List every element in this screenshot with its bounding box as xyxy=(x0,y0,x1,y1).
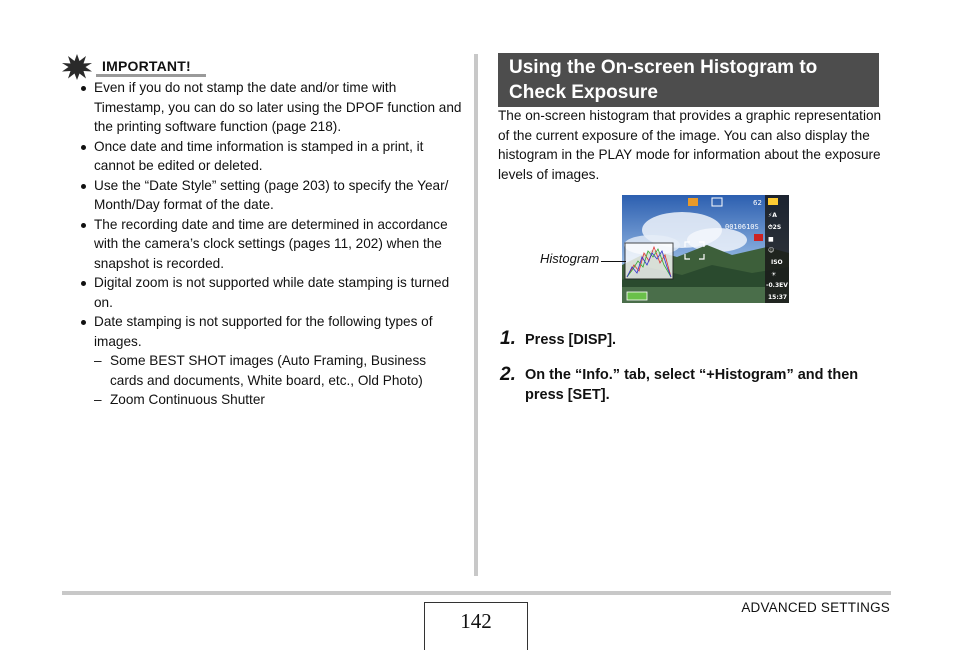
histogram-callout: Histogram xyxy=(540,251,600,266)
section-intro: The on-screen histogram that provides a graphic representation of the current exposure of the image. You can also display the histogram in the PLAY mode for information about the exposure levels of images. xyxy=(498,108,882,182)
camera-screen-image xyxy=(622,195,789,303)
list-item: Once date and time information is stamped in a print, it cannot be edited or deleted. xyxy=(78,137,462,176)
important-underline xyxy=(96,74,206,77)
face-detect-indicator: ■ xyxy=(768,236,774,243)
white-balance-indicator: ☀ xyxy=(771,271,777,278)
starburst-icon xyxy=(62,54,92,80)
page-number: 142 xyxy=(424,602,528,650)
footer-section-name: ADVANCED SETTINGS xyxy=(741,600,890,615)
important-heading xyxy=(62,54,208,78)
step-number: 1. xyxy=(500,328,516,349)
clock-time: 15:37 xyxy=(768,294,788,301)
flash-indicator: ⚡A xyxy=(768,212,777,219)
image-size: 0010610S xyxy=(725,223,759,231)
sub-list-item: – Some BEST SHOT images (Auto Framing, Business cards and documents, White board, etc., Old Photo) xyxy=(94,351,462,390)
callout-line xyxy=(601,261,626,262)
list-item: Even if you do not stamp the date and/or time with Timestamp, you can do so later using the DPOF function and the printing software function (page 218). xyxy=(78,78,462,137)
self-timer-indicator: ⏱2S xyxy=(768,224,782,231)
footer-rule xyxy=(62,591,891,595)
step-text: On the “Info.” tab, select “+Histogram” and then press [SET]. xyxy=(525,367,859,403)
important-list xyxy=(78,78,462,410)
list-item xyxy=(78,312,462,410)
sub-list-item: – Zoom Continuous Shutter xyxy=(94,390,462,410)
focus-indicator: ☺ xyxy=(768,247,775,254)
exposure-value: -0.3EV xyxy=(766,282,788,289)
section-title: Using the On-screen Histogram to Check Exposure xyxy=(498,53,879,107)
histogram-overlay xyxy=(625,243,673,279)
list-item: Use the “Date Style” setting (page 203) to specify the Year/ Month/Day format of the date. xyxy=(78,176,462,215)
list-item: Digital zoom is not supported while date stamping is turned on. xyxy=(78,273,462,312)
column-divider xyxy=(474,54,478,576)
important-label: IMPORTANT! xyxy=(102,58,191,74)
battery-icon xyxy=(627,292,647,300)
step-number: 2. xyxy=(500,364,516,385)
iso-indicator: ISO xyxy=(771,259,783,266)
step-text: Press [DISP]. xyxy=(525,332,617,348)
shots-remaining: 62 xyxy=(753,199,762,207)
sub-list xyxy=(94,351,462,410)
list-item: The recording date and time are determined in accordance with the camera’s clock settings (pages 11, 202) when the snapshot is recorded. xyxy=(78,215,462,274)
list-item-text: Date stamping is not supported for the following types of images. xyxy=(94,314,433,349)
